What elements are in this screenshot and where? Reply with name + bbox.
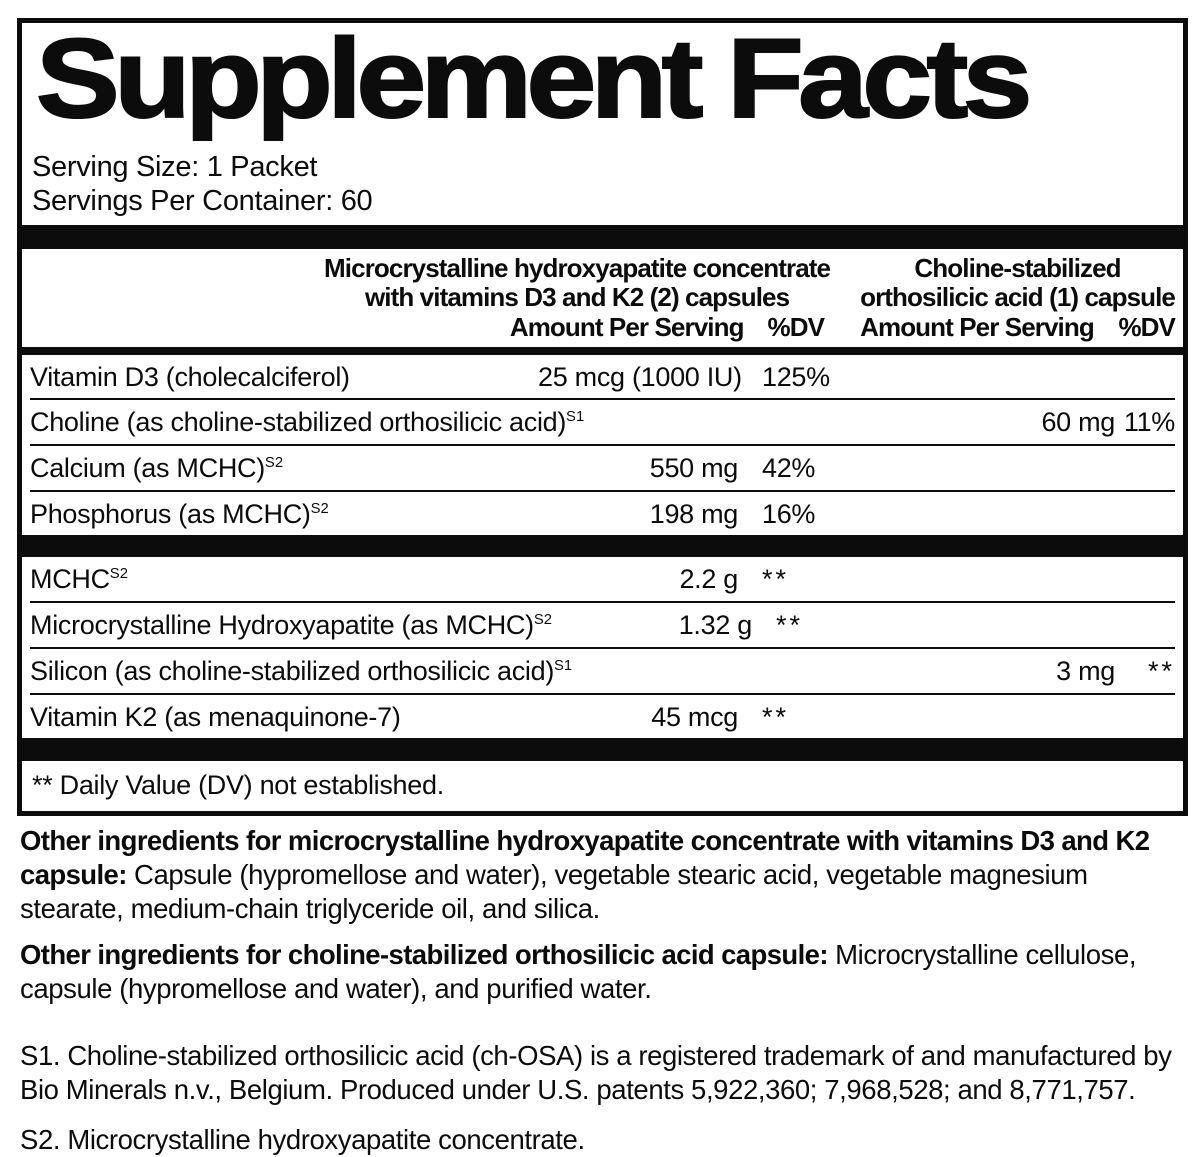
other-ingredients-mchc-text: Capsule (hypromellose and water), vegetable stearic acid, vegetable magnesium stearate, medium-chain triglyceride oil, and silica. [20, 859, 1088, 925]
column-group-mchc-line1: Microcrystalline hydroxyapatite concentrate [324, 252, 831, 283]
table-row [30, 647, 1175, 693]
amount-cell-1: 550 mg [649, 453, 738, 484]
amount-per-serving-header-1: Amount Per Serving [509, 312, 744, 343]
other-ingredients-chosa-text: Microcrystalline cellulose, capsule (hypromellose and water), and purified water. [20, 938, 1137, 1004]
amount-cell-2: 60 mg [1041, 407, 1115, 438]
divider-bar-under-headers [22, 347, 1183, 355]
dv-cell-1: ** [762, 701, 790, 732]
other-ingredients-chosa [20, 938, 1186, 1006]
dv-cell-1: ** [775, 610, 803, 641]
other-ingredients-chosa-label: Other ingredients for choline-stabilized orthosilicic acid capsule: [20, 938, 828, 970]
amount-cell-2: 3 mg [1056, 655, 1115, 686]
serving-info [32, 151, 1175, 219]
dv-cell-1: ** [762, 564, 790, 595]
nutrient-name: Choline (as choline-stabilized orthosilicic acid)$^{S1}$ [30, 407, 585, 438]
amount-cell-1: 45 mcg [651, 701, 738, 732]
trademark-note-s1: S1. Choline-stabilized orthosilicic acid (ch-OSA) is a registered trademark of and manufactured by Bio Minerals n.v., Belgium. Produced under U.S. patents 5,922,360; 7,968,528; and 8,771,757. [20, 1039, 1172, 1105]
other-ingredients-mchc-label: Other ingredients for microcrystalline hydroxyapatite concentrate with vitamins D3 and K2 capsule: [20, 825, 1150, 891]
amount-cell-1: 1.32 g [678, 610, 752, 641]
footnote-marker: S2 [310, 500, 329, 517]
footnote-marker: S2 [533, 612, 552, 629]
footnote-marker: S2 [264, 455, 284, 472]
dv-cell-1: 42% [762, 453, 816, 484]
column-group-mchc-line2: with vitamins D3 and K2 (2) capsules [364, 282, 790, 313]
table-row [30, 355, 1175, 399]
nutrient-section-2 [30, 557, 1175, 738]
amount-cell-1: 2.2 g [679, 564, 738, 595]
nutrient-name: Silicon (as choline-stabilized orthosilicic acid)$^{S1}$ [30, 655, 573, 686]
table-row [30, 693, 1175, 739]
footnote-marker: S2 [109, 566, 128, 583]
dv-cell-1: 16% [762, 498, 816, 529]
other-ingredients-mchc [20, 824, 1186, 926]
column-group-mchc [324, 254, 830, 343]
nutrient-name: Microcrystalline Hydroxyapatite (as MCHC)$^{S2}$ [30, 610, 552, 641]
divider-bar-top [22, 225, 1183, 249]
nutrient-name: MCHC$^{S2}$ [30, 564, 128, 595]
column-group-chosa [860, 254, 1175, 343]
column-group-chosa-line1: Choline-stabilized [914, 252, 1121, 283]
dv-cell-2: ** [1147, 655, 1175, 686]
panel-title: Supplement Facts [36, 16, 1027, 141]
serving-size: Serving Size: 1 Packet [32, 151, 318, 183]
amount-cell-1: 25 mcg (1000 IU) [538, 361, 742, 392]
nutrient-section-1 [30, 355, 1175, 536]
amount-cell-1: 198 mg [649, 498, 738, 529]
daily-value-footnote: ** Daily Value (DV) not established. [32, 770, 444, 801]
nutrient-name: Vitamin K2 (as menaquinone-7) [30, 701, 401, 732]
table-row [30, 557, 1175, 601]
nutrient-name: Vitamin D3 (cholecalciferol) [30, 361, 350, 392]
divider-bar-middle [22, 535, 1183, 557]
table-row [30, 444, 1175, 490]
column-group-chosa-line2: orthosilicic acid (1) capsule [860, 282, 1175, 313]
percent-dv-header-2: %DV [1118, 312, 1175, 343]
dv-cell-2: 11% [1123, 407, 1175, 438]
percent-dv-header-1: %DV [767, 312, 825, 343]
table-row [30, 398, 1175, 444]
panel-footer [20, 824, 1186, 1157]
trademark-note-s2: S2. Microcrystalline hydroxyapatite concentrate. [20, 1123, 585, 1155]
amount-per-serving-header-2: Amount Per Serving [860, 312, 1094, 343]
nutrient-name: Phosphorus (as MCHC)$^{S2}$ [30, 498, 329, 529]
dv-cell-1: 125% [762, 361, 830, 392]
supplement-facts-panel [17, 18, 1188, 816]
footnote-marker: S1 [554, 657, 573, 674]
servings-per-container: Servings Per Container: 60 [32, 184, 373, 217]
column-headers [30, 254, 1175, 343]
divider-bar-bottom [22, 738, 1183, 761]
nutrient-name: Calcium (as MCHC)$^{S2}$ [30, 453, 284, 484]
table-row [30, 601, 1175, 647]
table-row [30, 490, 1175, 536]
footnote-marker: S1 [566, 409, 585, 426]
